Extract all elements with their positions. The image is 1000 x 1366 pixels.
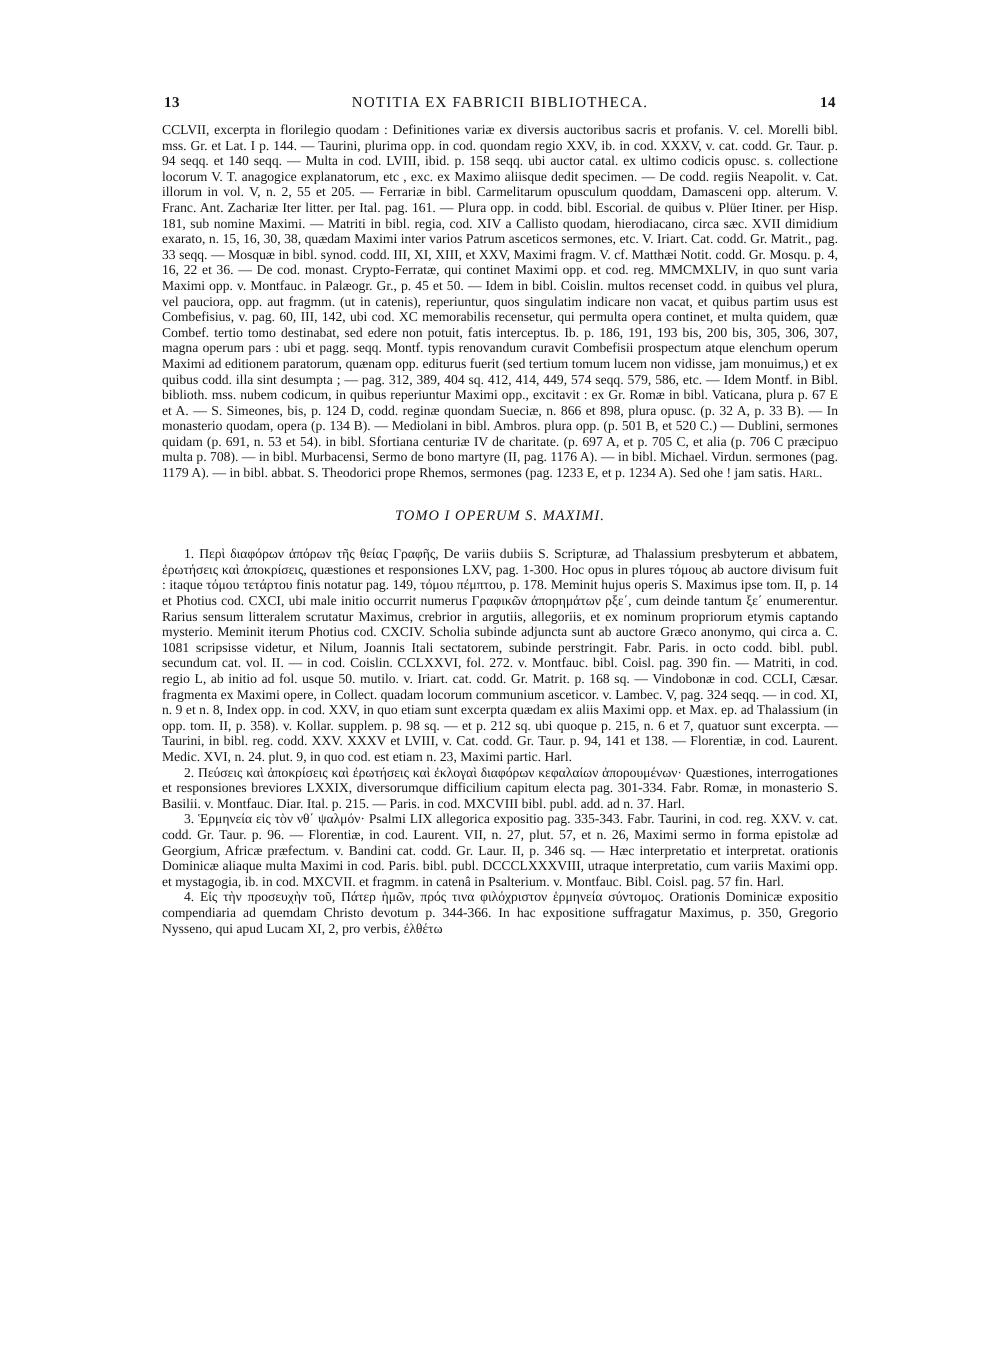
document-page — [162, 96, 838, 936]
section-title: TOMO I OPERUM S. MAXIMI. — [395, 507, 605, 524]
item-3: 3. Ἑρμηνεία εἰς τὸν νθ΄ ψαλμόν· Psalmi LIX allegorica expositio pag. 335-343. Fabr. Taurini, in cod. reg. XXV. v. cat. codd. Gr. Taur. p. 96. — Florentiæ, in cod. Laurent. VII, n. 27, plut. 57, et n. 26, Maximi sermo in forma epistolæ ad Georgium, Africæ præfectum. v. Bandini cat. codd. Gr. Laur. II, p. 346 sq. — Hæc interpretatio et interpretat. orationis Dominicæ aliaque multa Maximi in cod. Paris. bibl. publ. DCCCLXXXVIII, utraque interpretatio, cum variis Maximi opp. et mystagogia, ib. in cod. MXCVII. et fragmm. in catenâ in Psalterium. v. Montfauc. Bibl. Coisl. pag. 57 fin. Harl. — [162, 811, 838, 889]
intro-paragraph — [162, 122, 838, 481]
intro-text: CCLVII, excerpta in florilegio quodam : Definitiones variæ ex diversis auctoribus sacris et profanis. V. cel. Morelli bibl. mss. Gr. et Lat. I p. 144. — Taurini, plurima opp. in cod. quondam regio XXV, ib. in cod. XXXV, v. cat. codd. Gr. Taur. p. 94 seqq. et 140 seqq. — Multa in cod. LVIII, ibid. p. 158 seqq. ubi auctor catal. ex ultimo codicis opusc. s. collectione locorum V. T. anagogice explanatorum, etc , exc. ex Maximo aliisque dedit specimen. — De codd. regiis Neapolit. v. Cat. illorum in vol. V, n. 2, 55 et 205. — Ferrariæ in bibl. Carmelitarum opusculum quoddam, Damasceni opp. alterum. V. Franc. Ant. Zachariæ Iter litter. per Ital. pag. 161. — Plura opp. in codd. bibl. Escorial. de quibus v. Plüer Itiner. per Hisp. 181, sub nomine Maximi. — Matriti in bibl. regia, cod. XIV a Callisto quodam, hierodiacano, circa sæc. XVII dimidium exarato, n. 15, 16, 30, 38, quædam Maximi inter varios Patrum asceticos sermones, etc. V. Iriart. Cat. codd. Gr. Matrit., pag. 33 seqq. — Mosquæ in bibl. synod. codd. III, XI, XIII, et XXV, Maximi fragm. V. cf. Matthæi Notit. codd. Gr. Mosqu. p. 4, 16, 22 et 36. — De cod. monast. Crypto-Ferratæ, qui continet Maximi opp. et cod. reg. MMCMXLIV, in quo sunt varia Maximi opp. v. Montfauc. in Palæogr. Gr., p. 45 et 50. — Idem in bibl. Coislin. multos recenset codd. in quibus vel plura, vel pauciora, opp. aut fragmm. (ut in catenis), reperiuntur, quos singulatim indicare non vacat, et quibus partim usus est Combefisius, v. pag. 60, III, 142, ubi cod. XC memorabilis recensetur, qui permulta opera continet, et multa quidem, quæ Combef. tertio tomo destinabat, sed edere non potuit, fatis interceptus. Ib. p. 186, 191, 193 bis, 200 bis, 305, 306, 307, magna operum pars : ubi et pagg. seqq. Montf. typis renovandum curavit Combefisii prospectum atque elenchum operum Maximi ad editionem paratorum, quænam opp. editurus fuerit (sed tertium tomum lucem non vidisse, jam monuimus,) et ex quibus codd. illa sint desumpta ; — pag. 312, 389, 404 sq. 412, 414, 449, 574 seqq. 579, 586, etc. — Idem Montf. in Bibl. biblioth. mss. nubem codicum, in quibus reperiuntur Maximi opp., excitavit : ex Gr. Romæ in bibl. Vaticana, plura p. 67 E et A. — S. Simeones, bis, p. 124 D, codd. reginæ quondam Sueciæ, n. 866 et 898, plura opusc. (p. 32 A, p. 33 B). — In monasterio quodam, opera (p. 134 B). — Mediolani in bibl. Ambros. plura opp. (p. 501 B, et 520 C.) — Dublini, sermones quidam (p. 691, n. 53 et 54). in bibl. Sfortiana centuriæ IV de charitate. (p. 697 A, et p. 705 C, et alia (p. 706 C præcipuo multa p. 708). — in bibl. Murbacensi, Sermo de bono martyre (II, pag. 1176 A). — in bibl. Michael. Virdun. sermones (pag. 1179 A). — in bibl. abbat. S. Theodorici prope Rhemos, sermones (pag. 1233 E, et p. 1234 A). Sed ohe ! jam satis. — [162, 122, 838, 481]
page-number-right: 14 — [820, 95, 836, 111]
page-number-left: 13 — [164, 95, 180, 111]
item-4: 4. Εἰς τὴν προσευχὴν τοῦ, Πάτερ ἡμῶν, πρός τινα φιλόχριστον ἑρμηνεία σύντομος. Orationis Dominicæ expositio compendiaria ad quemdam Christo devotum p. 344-366. In hac expositione suffragatur Maximus, p. 350, Gregorio Nysseno, qui apud Lucam XI, 2, pro verbis, ἐλθέτω — [162, 889, 838, 936]
running-header — [162, 96, 838, 122]
item-2: 2. Πεύσεις καὶ ἀποκρίσεις καὶ ἐρωτήσεις καὶ ἐκλογαὶ διαφόρων κεφαλαίων ἀπορουμένων· Quæstiones, interrogationes et responsiones breviores LXXIX, diversorumque difficilium capitum electa pag. 301-334. Fabr. Romæ, in monasterio S. Basilii. v. Montfauc. Diar. Ital. p. 215. — Paris. in cod. MXCVIII bibl. publ. add. ad n. 37. Harl. — [162, 764, 838, 811]
signature: Harl. — [789, 465, 823, 481]
running-title: NOTITIA EX FABRICII BIBLIOTHECA. — [351, 95, 649, 111]
item-1: 1. Περὶ διαφόρων ἀπόρων τῆς θείας Γραφῆς, De variis dubiis S. Scripturæ, ad Thalassium presbyterum et abbatem, ἐρωτήσεις καὶ ἀποκρίσεις, quæstiones et responsiones LXV, pag. 1-300. Hoc opus in plures τόμους ab auctore divisum fuit : itaque τόμου τετάρτου finis notatur pag. 149, τόμου πέμπτου, p. 178. Meminit hujus operis S. Maximus ipse tom. II, p. 14 et Photius cod. CXCI, ubi male initio occurrit numerus Γραφικῶν ἀπορημάτων ρξε΄, cum deinde tantum ξε΄ enumerentur. Rarius sensum litteralem scrutatur Maximus, crebrior in argutiis, allegoriis, et ex nominum propriorum etymis captando mysterio. Meminit iterum Photius cod. CXCIV. Scholia subinde adjuncta sunt ab auctore Græco anonymo, qui circa a. C. 1081 scripsisse videtur, et Nilum, Joannis Itali sectatorem, subinde perstringit. Fabr. Paris. in octo codd. bibl. publ. secundum cat. vol. II. — in cod. Coislin. CCLXXVI, fol. 272. v. Montfauc. bibl. Coisl. pag. 390 fin. — Matriti, in cod. regio L, ab initio ad fol. usque 50. mutilo. v. Iriart. cat. codd. Gr. Matrit. p. 168 sq. — Vindobonæ in cod. CCLI, Cæsar. fragmenta ex Maximi opere, in Collect. quadam locorum communium asceticor. v. Lambec. V, pag. 324 seqq. — in cod. XI, n. 9 et n. 8, Index opp. in cod. XXV, in quo etiam sunt excerpta quædam ex aliis Maximi opp. et Max. ep. ad Thalassium (in opp. tom. II, p. 358). v. Kollar. supplem. p. 98 sq. — et p. 212 sq. ubi quoque p. 215, n. 6 et 7, quatuor sunt excerpta. — Taurini, in bibl. reg. codd. XXV. XXXV et LVIII, v. Cat. codd. Gr. Taur. p. 94, 141 et 138. — Florentiæ, in cod. Laurent. Medic. XVI, n. 24. plut. 9, in quo cod. est etiam n. 23, Maximi partic. Harl. — [162, 546, 838, 764]
